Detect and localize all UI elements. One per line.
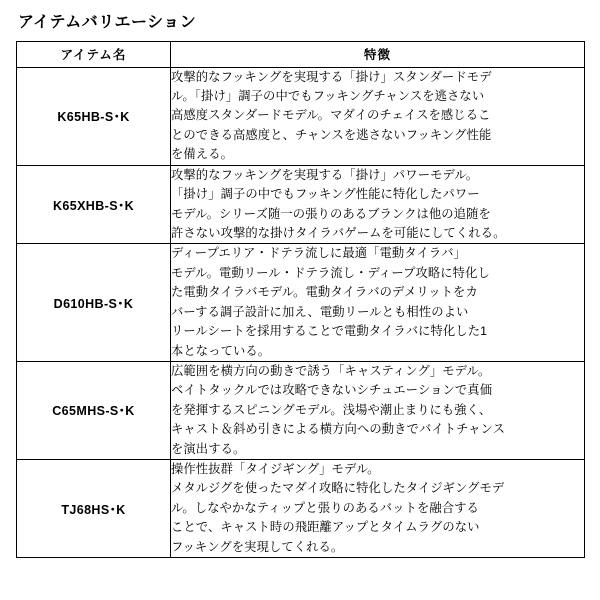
feature-line: 攻撃的なフッキングを実現する「掛け」パワーモデル。 bbox=[171, 167, 479, 182]
feature-line: 「掛け」調子の中でもフッキング性能に特化したパワー bbox=[171, 187, 480, 202]
feature-line: 高感度スタンダードモデル。マダイのチェイスを感じるこ bbox=[171, 108, 491, 123]
item-name-cell: C65MHS-S･K bbox=[17, 361, 171, 459]
feature-line: を備える。 bbox=[171, 147, 233, 162]
feature-line: を発揮するスピニングモデル。浅場や潮止まりにも強く、 bbox=[171, 402, 492, 417]
table-row bbox=[17, 67, 585, 165]
item-name-cell: K65HB-S･K bbox=[17, 67, 171, 165]
feature-line: 許さない攻撃的な掛けタイラバゲームを可能にしてくれる。 bbox=[171, 225, 506, 240]
table-header-row bbox=[17, 41, 585, 67]
item-variation-table bbox=[16, 41, 585, 559]
page-title: アイテムバリエーション bbox=[18, 14, 197, 31]
item-name-cell: TJ68HS･K bbox=[17, 460, 171, 558]
feature-line: バーする調子設計に加え、電動リールとも相性のよい bbox=[171, 304, 469, 319]
item-feature-cell bbox=[171, 361, 585, 459]
table-row bbox=[17, 460, 585, 558]
feature-line: メタルジグを使ったマダイ攻略に特化したタイジギングモデ bbox=[171, 481, 505, 496]
feature-line: 操作性抜群「タイジギング」モデル。 bbox=[171, 462, 380, 477]
item-feature-cell bbox=[171, 244, 585, 362]
feature-line: キャスト＆斜め引きによる横方向への動きでバイトチャンス bbox=[171, 422, 505, 437]
feature-line: フッキングを実現してくれる。 bbox=[171, 539, 344, 554]
column-header-item-name: アイテム名 bbox=[17, 41, 171, 67]
feature-line: た電動タイラバモデル。電動タイラバのデメリットをカ bbox=[171, 285, 478, 300]
feature-line: 攻撃的なフッキングを実現する「掛け」スタンダードモデ bbox=[171, 69, 492, 84]
feature-line: リールシートを採用することで電動タイラバに特化した1 bbox=[171, 324, 488, 339]
feature-line: モデル。電動リール・ドテラ流し・ディープ攻略に特化し bbox=[171, 265, 490, 280]
feature-line: とのできる高感度と、チャンスを逃さないフッキング性能 bbox=[171, 127, 492, 142]
table-row bbox=[17, 165, 585, 244]
column-header-feature: 特徴 bbox=[171, 41, 585, 67]
item-feature-cell bbox=[171, 165, 585, 244]
feature-line: ベイトタックルでは攻略できないシチュエーションで真価 bbox=[171, 383, 493, 398]
item-name-cell: D610HB-S･K bbox=[17, 244, 171, 362]
item-name-cell: K65XHB-S･K bbox=[17, 165, 171, 244]
feature-line: モデル。シリーズ随一の張りのあるブランクは他の追随を bbox=[171, 206, 491, 221]
feature-line: 広範囲を横方向の動きで誘う「キャスティング」モデル。 bbox=[171, 363, 491, 378]
table-body bbox=[17, 67, 585, 558]
item-feature-cell bbox=[171, 460, 585, 558]
feature-line: を演出する。 bbox=[171, 441, 246, 456]
item-feature-cell bbox=[171, 67, 585, 165]
table-row bbox=[17, 244, 585, 362]
feature-line: ディープエリア・ドテラ流しに最適「電動タイラバ」 bbox=[171, 246, 467, 261]
feature-line: ル。「掛け」調子の中でもフッキングチャンスを逃さない bbox=[171, 89, 485, 104]
feature-line: ル。しなやかなティップと張りのあるバットを融合する bbox=[171, 500, 479, 515]
table-row bbox=[17, 361, 585, 459]
feature-line: 本となっている。 bbox=[171, 343, 271, 358]
feature-line: ことで、キャスト時の飛距離アップとタイムラグのない bbox=[171, 520, 480, 535]
